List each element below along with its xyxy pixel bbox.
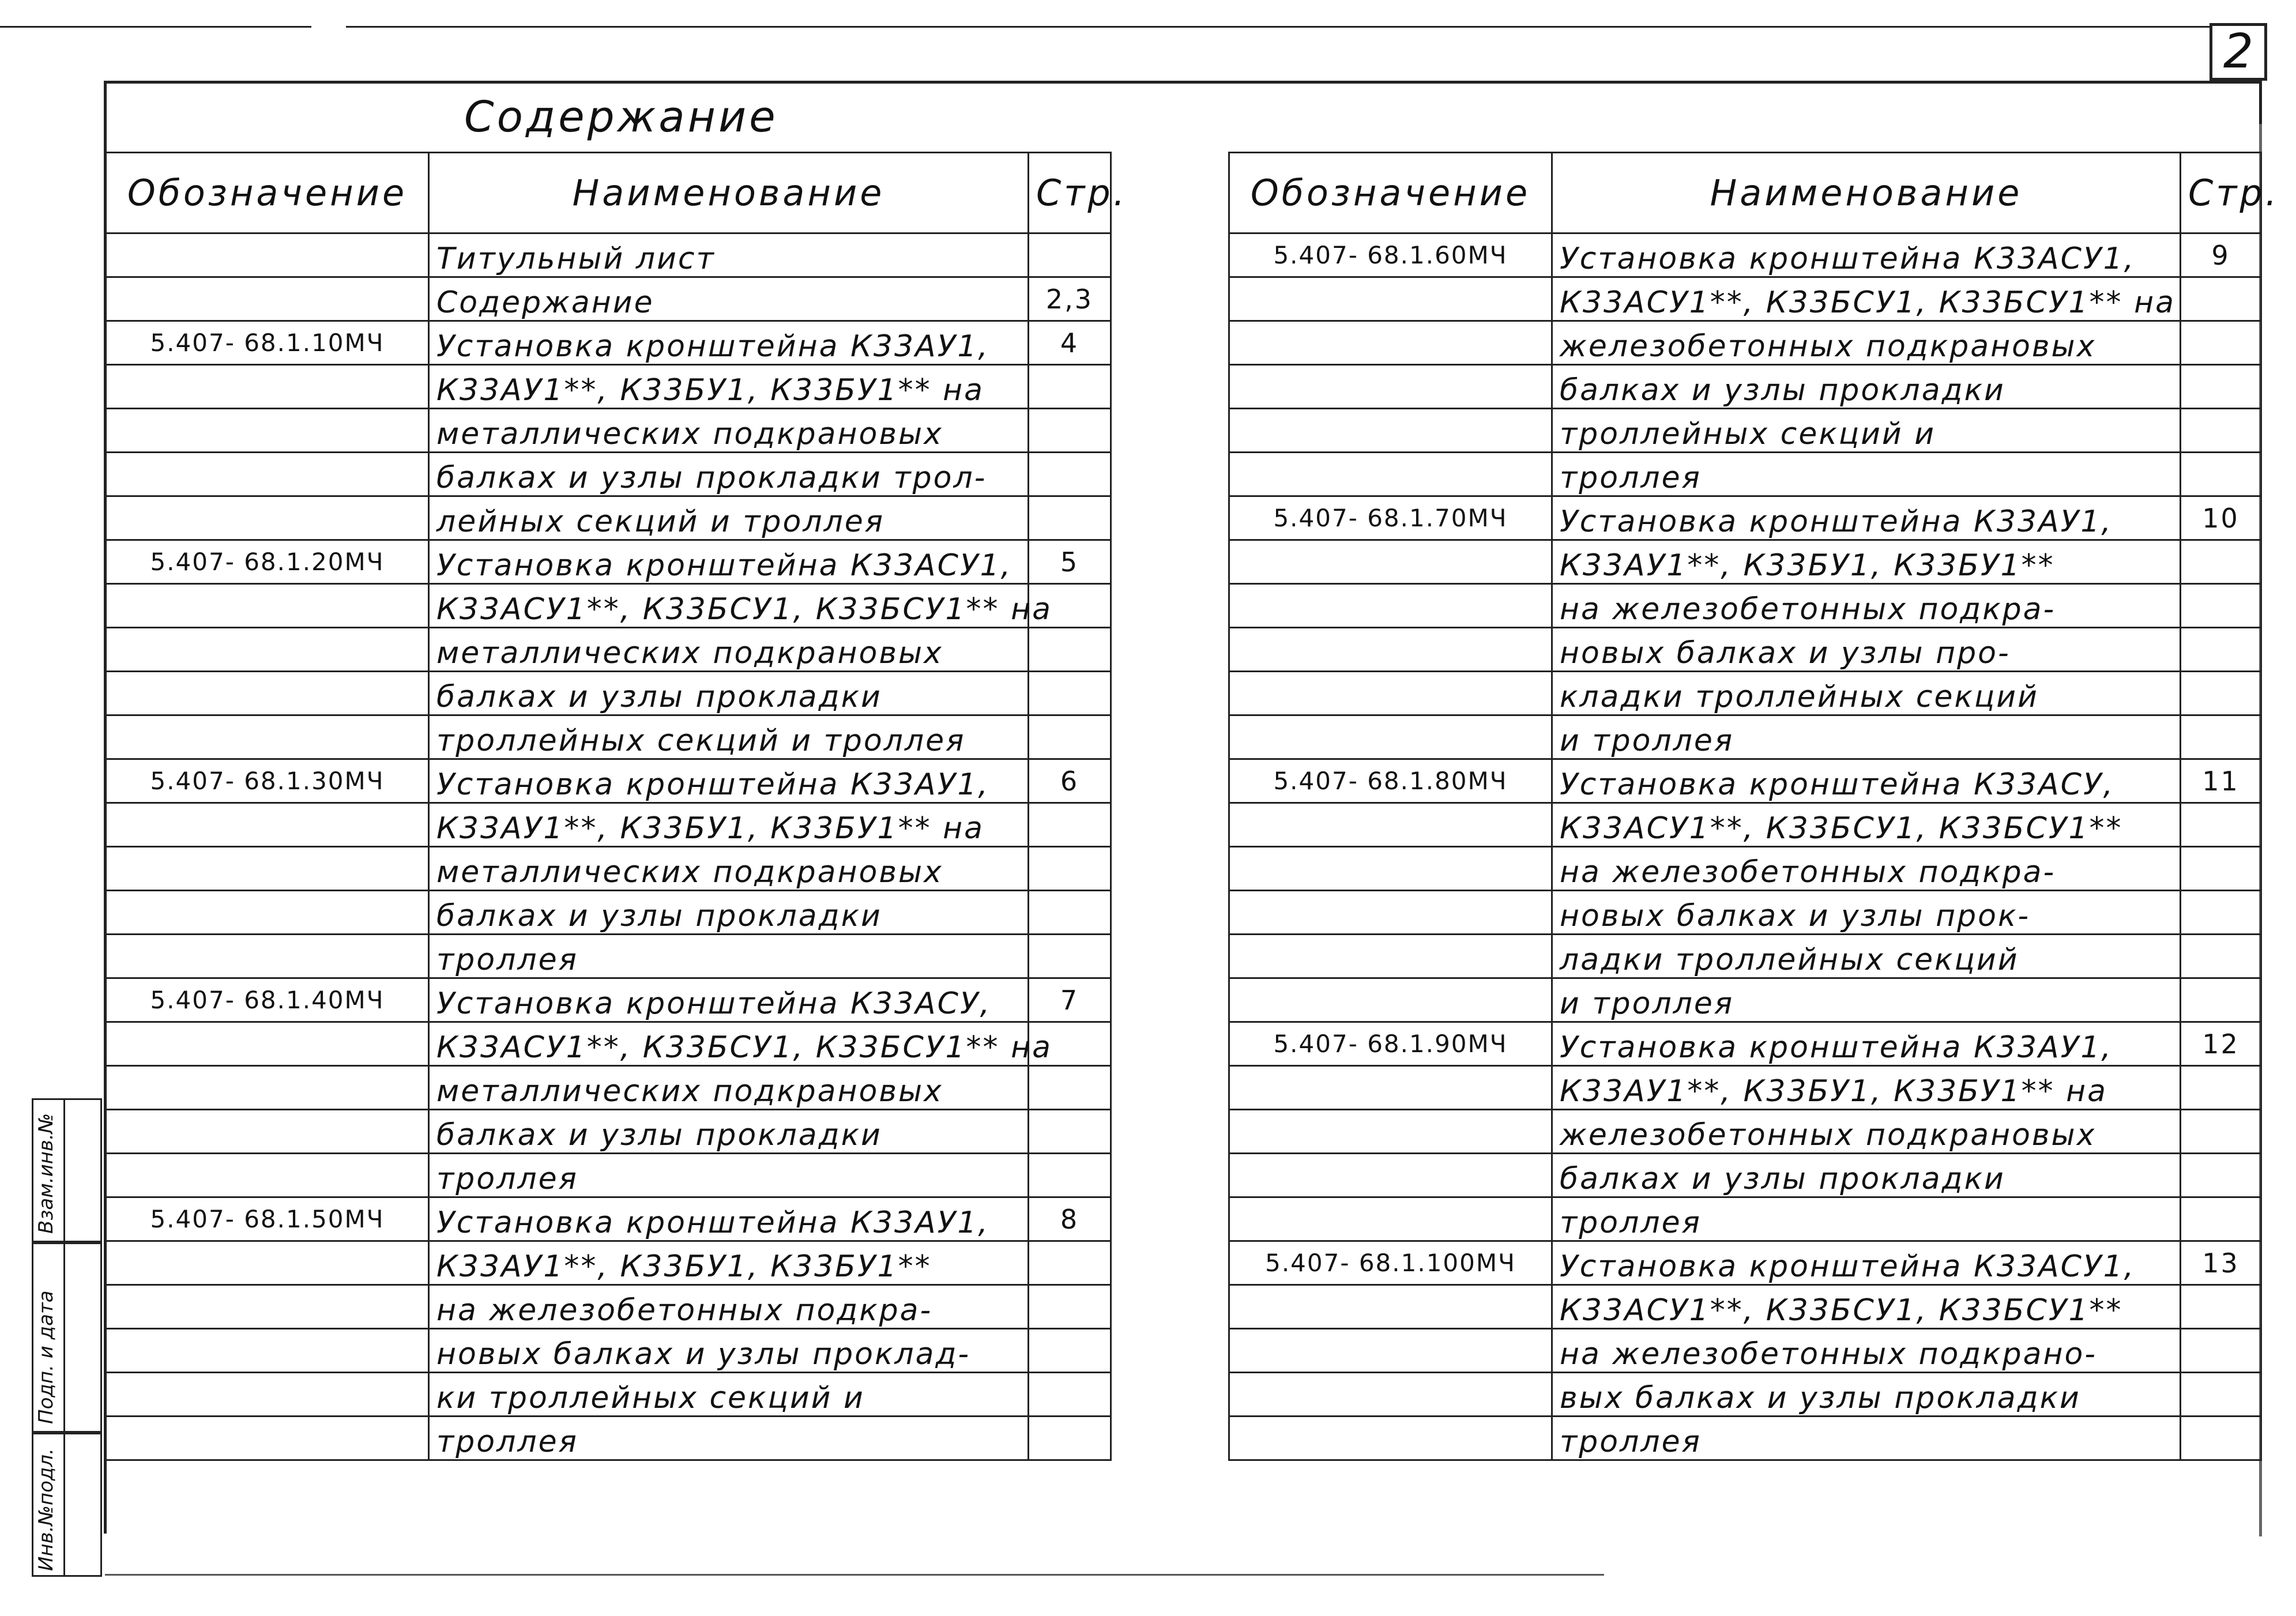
table-row: [1229, 1241, 2261, 1285]
row-page-cell: [2181, 540, 2261, 584]
row-page-cell: 2,3: [1029, 277, 1111, 321]
table-row: [106, 1329, 1111, 1373]
row-name-cell: железобетонных подкрановых: [1552, 321, 2181, 365]
table-row: [106, 321, 1111, 365]
table-row: [106, 1154, 1111, 1197]
row-name-cell: балках и узлы прокладки: [429, 1110, 1029, 1154]
row-page-cell: [2181, 1417, 2261, 1460]
row-page-cell: [2181, 321, 2261, 365]
row-code-cell: 5.407- 68.1.10МЧ: [106, 321, 429, 365]
row-code-cell: [106, 935, 429, 978]
table-row: [1229, 847, 2261, 891]
table-row: [106, 365, 1111, 409]
table-row: [1229, 496, 2261, 540]
row-code-cell: [106, 847, 429, 891]
table-row: [1229, 1417, 2261, 1460]
table-row: [106, 1373, 1111, 1417]
row-code-cell: [106, 1110, 429, 1154]
row-name-cell: балках и узлы прокладки трол-: [429, 453, 1029, 496]
table-row: [1229, 540, 2261, 584]
row-page-cell: [1029, 409, 1111, 453]
row-code-cell: [106, 1417, 429, 1460]
row-page-cell: [1029, 672, 1111, 715]
row-name-cell: К33АСУ1**, К33БСУ1, К33БСУ1**: [1552, 1285, 2181, 1329]
row-code-cell: 5.407- 68.1.40МЧ: [106, 978, 429, 1022]
row-code-cell: 5.407- 68.1.50МЧ: [106, 1197, 429, 1241]
row-code-cell: 5.407- 68.1.90МЧ: [1229, 1022, 1552, 1066]
row-page-cell: [2181, 847, 2261, 891]
row-name-cell: К33АСУ1**, К33БСУ1, К33БСУ1** на: [429, 584, 1029, 628]
table-row: [1229, 1197, 2261, 1241]
table-row: [1229, 759, 2261, 803]
table-row: [106, 1197, 1111, 1241]
row-code-cell: [1229, 409, 1552, 453]
row-code-cell: [1229, 1110, 1552, 1154]
row-page-cell: [2181, 1066, 2261, 1110]
table-row: [1229, 891, 2261, 935]
row-page-cell: [1029, 1110, 1111, 1154]
row-name-cell: лейных секций и троллея: [429, 496, 1029, 540]
table-row: [1229, 453, 2261, 496]
row-name-cell: на железобетонных подкра-: [429, 1285, 1029, 1329]
row-name-cell: Установка кронштейна К33АСУ,: [429, 978, 1029, 1022]
row-name-cell: Установка кронштейна К33АУ1,: [429, 759, 1029, 803]
row-page-cell: [1029, 233, 1111, 277]
table-row: [106, 453, 1111, 496]
row-page-cell: [2181, 1329, 2261, 1373]
row-code-cell: 5.407- 68.1.30МЧ: [106, 759, 429, 803]
row-page-cell: 7: [1029, 978, 1111, 1022]
row-code-cell: [1229, 540, 1552, 584]
row-page-cell: 13: [2181, 1241, 2261, 1285]
table-row: [1229, 1110, 2261, 1154]
row-page-cell: [1029, 715, 1111, 759]
table-row: [1229, 277, 2261, 321]
table-row: [1229, 365, 2261, 409]
table-header-row: [1229, 153, 2261, 233]
table-row: [106, 1110, 1111, 1154]
row-page-cell: [2181, 1154, 2261, 1197]
row-code-cell: [1229, 1329, 1552, 1373]
row-page-cell: 8: [1029, 1197, 1111, 1241]
row-name-cell: новых балках и узлы прок-: [1552, 891, 2181, 935]
row-name-cell: новых балках и узлы проклад-: [429, 1329, 1029, 1373]
row-name-cell: К33АУ1**, К33БУ1, К33БУ1** на: [429, 803, 1029, 847]
row-name-cell: троллея: [429, 1417, 1029, 1460]
row-page-cell: [2181, 277, 2261, 321]
table-row: [106, 540, 1111, 584]
row-name-cell: на железобетонных подкра-: [1552, 584, 2181, 628]
row-name-cell: К33АСУ1**, К33БСУ1, К33БСУ1**: [1552, 803, 2181, 847]
row-page-cell: [2181, 1110, 2261, 1154]
row-code-cell: [1229, 891, 1552, 935]
row-code-cell: [106, 584, 429, 628]
table-row: [106, 628, 1111, 672]
table-row: [1229, 715, 2261, 759]
row-code-cell: [106, 409, 429, 453]
row-page-cell: [2181, 1373, 2261, 1417]
page-title: Содержание: [464, 92, 778, 142]
row-name-cell: К33АУ1**, К33БУ1, К33БУ1**: [1552, 540, 2181, 584]
table-row: [106, 1066, 1111, 1110]
table-row: [106, 1241, 1111, 1285]
row-page-cell: [2181, 453, 2261, 496]
row-name-cell: Титульный лист: [429, 233, 1029, 277]
row-name-cell: троллея: [1552, 453, 2181, 496]
table-row: [106, 233, 1111, 277]
contents-table-right: [1228, 152, 2280, 1461]
row-code-cell: [106, 1241, 429, 1285]
row-name-cell: Установка кронштейна К33АУ1,: [1552, 1022, 2181, 1066]
table-row: [106, 584, 1111, 628]
row-code-cell: 5.407- 68.1.100МЧ: [1229, 1241, 1552, 1285]
row-page-cell: [1029, 1285, 1111, 1329]
row-code-cell: [1229, 1197, 1552, 1241]
row-page-cell: [1029, 496, 1111, 540]
row-name-cell: Установка кронштейна К33АСУ1,: [429, 540, 1029, 584]
column-header-page: Стр.: [2181, 153, 2261, 233]
row-page-cell: 4: [1029, 321, 1111, 365]
row-code-cell: [106, 365, 429, 409]
row-code-cell: [1229, 584, 1552, 628]
row-page-cell: [1029, 365, 1111, 409]
row-name-cell: Установка кронштейна К33АУ1,: [1552, 496, 2181, 540]
row-name-cell: новых балках и узлы про-: [1552, 628, 2181, 672]
row-code-cell: [106, 1066, 429, 1110]
row-name-cell: железобетонных подкрановых: [1552, 1110, 2181, 1154]
row-name-cell: ладки троллейных секций: [1552, 935, 2181, 978]
row-page-cell: 11: [2181, 759, 2261, 803]
row-page-cell: [1029, 803, 1111, 847]
row-code-cell: [1229, 365, 1552, 409]
row-name-cell: балках и узлы прокладки: [429, 891, 1029, 935]
row-name-cell: и троллея: [1552, 978, 2181, 1022]
table-header-row: [106, 153, 1111, 233]
table-row: [1229, 1066, 2261, 1110]
table-row: [1229, 672, 2261, 715]
row-code-cell: [1229, 672, 1552, 715]
row-code-cell: [1229, 847, 1552, 891]
row-page-cell: [2181, 672, 2261, 715]
top-rule-short: [0, 26, 311, 28]
row-code-cell: [106, 1329, 429, 1373]
top-rule-long: [346, 26, 2210, 28]
row-code-cell: [106, 715, 429, 759]
row-name-cell: и троллея: [1552, 715, 2181, 759]
row-page-cell: [1029, 1066, 1111, 1110]
row-name-cell: Содержание: [429, 277, 1029, 321]
row-code-cell: [106, 1373, 429, 1417]
row-code-cell: [1229, 453, 1552, 496]
row-page-cell: [2181, 891, 2261, 935]
row-code-cell: 5.407- 68.1.80МЧ: [1229, 759, 1552, 803]
row-code-cell: [1229, 935, 1552, 978]
row-page-cell: [2181, 978, 2261, 1022]
row-code-cell: [1229, 978, 1552, 1022]
row-name-cell: К33АУ1**, К33БУ1, К33БУ1**: [429, 1241, 1029, 1285]
column-header-name: Наименование: [1552, 153, 2181, 233]
row-name-cell: К33АУ1**, К33БУ1, К33БУ1** на: [429, 365, 1029, 409]
row-name-cell: К33АСУ1**, К33БСУ1, К33БСУ1** на: [429, 1022, 1029, 1066]
row-name-cell: К33АУ1**, К33БУ1, К33БУ1** на: [1552, 1066, 2181, 1110]
row-code-cell: [1229, 1285, 1552, 1329]
row-page-cell: [1029, 1154, 1111, 1197]
row-code-cell: [1229, 1417, 1552, 1460]
row-page-cell: [1029, 628, 1111, 672]
table-row: [106, 715, 1111, 759]
row-code-cell: 5.407- 68.1.20МЧ: [106, 540, 429, 584]
table-row: [1229, 1329, 2261, 1373]
row-code-cell: [106, 672, 429, 715]
table-row: [106, 496, 1111, 540]
table-row: [1229, 628, 2261, 672]
row-name-cell: Установка кронштейна К33АСУ,: [1552, 759, 2181, 803]
row-code-cell: [106, 803, 429, 847]
row-name-cell: металлических подкрановых: [429, 847, 1029, 891]
side-label-inventory: Инв.№подл.: [35, 1448, 58, 1571]
table-row: [1229, 1373, 2261, 1417]
table-row: [1229, 935, 2261, 978]
row-code-cell: [1229, 1154, 1552, 1197]
row-name-cell: балках и узлы прокладки: [429, 672, 1029, 715]
table-row: [1229, 978, 2261, 1022]
column-header-page: Стр.: [1029, 153, 1111, 233]
row-name-cell: троллейных секций и троллея: [429, 715, 1029, 759]
row-page-cell: [2181, 365, 2261, 409]
row-name-cell: балках и узлы прокладки: [1552, 365, 2181, 409]
row-name-cell: Установка кронштейна К33АУ1,: [429, 321, 1029, 365]
row-name-cell: троллея: [1552, 1197, 2181, 1241]
row-page-cell: [1029, 1329, 1111, 1373]
table-row: [1229, 1285, 2261, 1329]
row-page-cell: [1029, 935, 1111, 978]
table-row: [1229, 803, 2261, 847]
table-row: [106, 847, 1111, 891]
row-name-cell: на железобетонных подкра-: [1552, 847, 2181, 891]
table-row: [1229, 409, 2261, 453]
column-header-name: Наименование: [429, 153, 1029, 233]
row-code-cell: [1229, 321, 1552, 365]
contents-table-left: [105, 152, 1128, 1461]
table-row: [106, 803, 1111, 847]
table-row: [1229, 1154, 2261, 1197]
row-code-cell: [106, 1022, 429, 1066]
row-code-cell: [106, 233, 429, 277]
table-row: [106, 409, 1111, 453]
row-name-cell: металлических подкрановых: [429, 409, 1029, 453]
row-name-cell: троллея: [429, 1154, 1029, 1197]
row-page-cell: [2181, 584, 2261, 628]
row-page-cell: [1029, 1417, 1111, 1460]
table-row: [1229, 233, 2261, 277]
row-name-cell: металлических подкрановых: [429, 1066, 1029, 1110]
row-name-cell: на железобетонных подкрано-: [1552, 1329, 2181, 1373]
row-page-cell: [1029, 847, 1111, 891]
row-code-cell: [1229, 277, 1552, 321]
row-page-cell: 12: [2181, 1022, 2261, 1066]
row-page-cell: [2181, 628, 2261, 672]
row-page-cell: [1029, 453, 1111, 496]
table-row: [106, 1285, 1111, 1329]
table-row: [1229, 1022, 2261, 1066]
row-name-cell: К33АСУ1**, К33БСУ1, К33БСУ1** на: [1552, 277, 2181, 321]
row-code-cell: [106, 628, 429, 672]
row-code-cell: [106, 453, 429, 496]
table-row: [106, 759, 1111, 803]
row-name-cell: балках и узлы прокладки: [1552, 1154, 2181, 1197]
row-name-cell: троллея: [1552, 1417, 2181, 1460]
table-row: [1229, 321, 2261, 365]
row-page-cell: [2181, 715, 2261, 759]
row-name-cell: Установка кронштейна К33АСУ1,: [1552, 233, 2181, 277]
row-code-cell: [106, 1154, 429, 1197]
row-page-cell: [2181, 1285, 2261, 1329]
row-name-cell: Установка кронштейна К33АСУ1,: [1552, 1241, 2181, 1285]
page-number: 2: [2210, 23, 2267, 81]
row-name-cell: Установка кронштейна К33АУ1,: [429, 1197, 1029, 1241]
table-row: [106, 1022, 1111, 1066]
row-code-cell: [1229, 628, 1552, 672]
bottom-rule: [105, 1574, 1604, 1576]
row-code-cell: [1229, 1066, 1552, 1110]
table-row: [106, 1417, 1111, 1460]
row-page-cell: [1029, 891, 1111, 935]
table-row: [106, 978, 1111, 1022]
row-code-cell: [106, 277, 429, 321]
row-name-cell: троллея: [429, 935, 1029, 978]
side-label-replacement: Взам.инв.№: [35, 1113, 58, 1234]
row-page-cell: [1029, 1241, 1111, 1285]
row-page-cell: [1029, 1373, 1111, 1417]
row-name-cell: троллейных секций и: [1552, 409, 2181, 453]
row-code-cell: [106, 496, 429, 540]
row-name-cell: ки троллейных секций и: [429, 1373, 1029, 1417]
row-code-cell: 5.407- 68.1.70МЧ: [1229, 496, 1552, 540]
row-page-cell: [2181, 935, 2261, 978]
row-page-cell: 5: [1029, 540, 1111, 584]
row-page-cell: 10: [2181, 496, 2261, 540]
row-name-cell: металлических подкрановых: [429, 628, 1029, 672]
row-name-cell: кладки троллейных секций: [1552, 672, 2181, 715]
row-name-cell: вых балках и узлы прокладки: [1552, 1373, 2181, 1417]
column-header-code: Обозначение: [106, 153, 429, 233]
row-code-cell: [1229, 1373, 1552, 1417]
column-header-code: Обозначение: [1229, 153, 1552, 233]
frame-top: [105, 81, 2261, 84]
table-row: [106, 935, 1111, 978]
row-code-cell: [106, 1285, 429, 1329]
table-row: [106, 672, 1111, 715]
row-page-cell: [2181, 409, 2261, 453]
row-code-cell: 5.407- 68.1.60МЧ: [1229, 233, 1552, 277]
row-code-cell: [1229, 803, 1552, 847]
row-page-cell: 9: [2181, 233, 2261, 277]
row-code-cell: [106, 891, 429, 935]
side-box-divider: [63, 1098, 65, 1577]
row-code-cell: [1229, 715, 1552, 759]
row-page-cell: [2181, 1197, 2261, 1241]
table-row: [1229, 584, 2261, 628]
row-page-cell: 6: [1029, 759, 1111, 803]
side-label-signature: Подп. и дата: [35, 1290, 58, 1424]
row-page-cell: [2181, 803, 2261, 847]
table-row: [106, 277, 1111, 321]
table-row: [106, 891, 1111, 935]
